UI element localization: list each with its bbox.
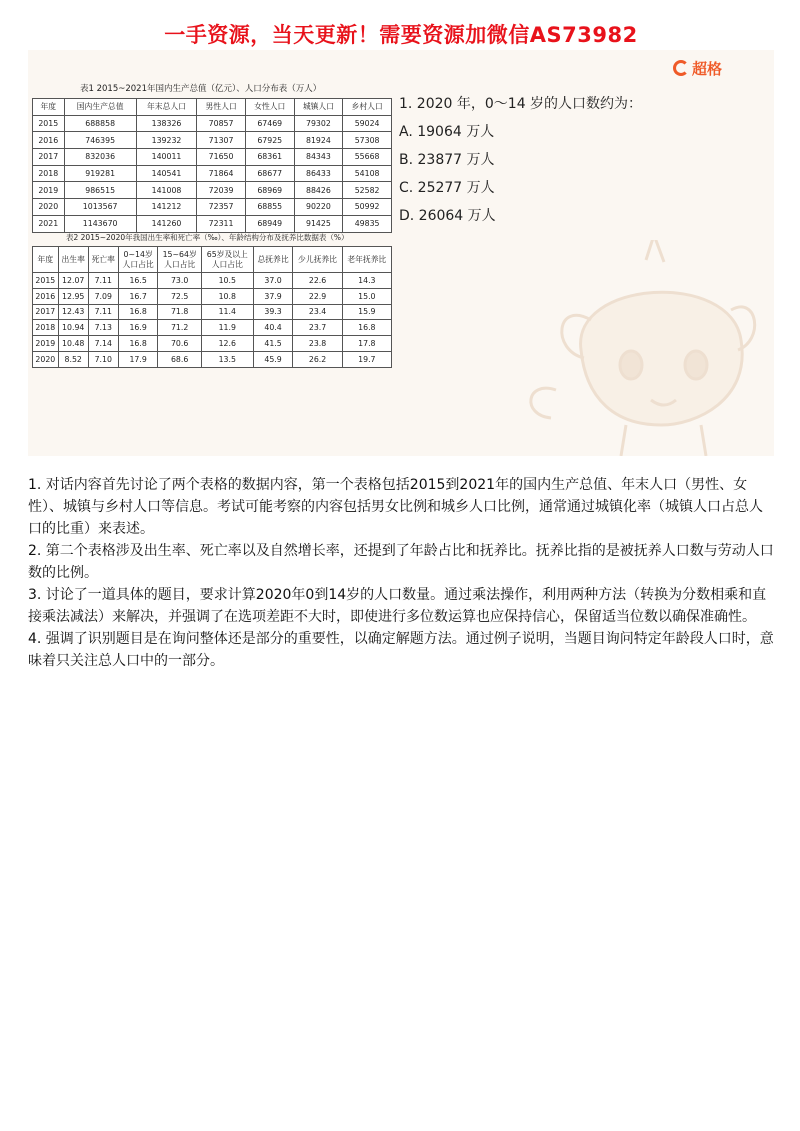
table-cell: 23.7 [293,320,342,336]
table-cell: 23.8 [293,336,342,352]
table-row [33,288,392,304]
table-cell: 140541 [136,165,196,182]
table-cell: 45.9 [253,351,293,367]
table-cell: 41.5 [253,336,293,352]
table-row [33,215,392,232]
table-header-cell: 0~14岁 人口占比 [118,247,158,273]
table-cell: 2018 [33,165,65,182]
table-row [33,115,392,132]
note-item: 4. 强调了识别题目是在询问整体还是部分的重要性，以确定解题方法。通过例子说明，当题目询问特定年龄段人口时，意味着只关注总人口中的一部分。 [28,631,774,669]
table-cell: 50992 [343,199,392,216]
table-cell: 1013567 [64,199,136,216]
lecture-slide [28,20,774,456]
table-cell: 7.11 [88,273,118,289]
table-cell: 88426 [294,182,343,199]
unicorn-mascot-icon [496,240,766,456]
table-cell: 139232 [136,132,196,149]
table-cell: 17.9 [118,351,158,367]
table-row [33,304,392,320]
table-cell: 919281 [64,165,136,182]
table-header-cell: 国内生产总值 [64,99,136,116]
table-cell: 22.9 [293,288,342,304]
table-cell: 71.2 [158,320,201,336]
table-cell: 2019 [33,336,59,352]
table-cell: 23.4 [293,304,342,320]
note-item: 1. 对话内容首先讨论了两个表格的数据内容，第一个表格包括2015到2021年的国内生产总值、年末人口（男性、女性）、城镇与乡村人口等信息。考试可能考察的内容包括男女比例和城乡人口比例，通常通过城镇化率（城镇人口占总人口的比重）来表述。 [28,477,763,537]
table-cell: 72311 [197,215,246,232]
table-cell: 68361 [245,149,294,166]
table-cell: 10.94 [58,320,88,336]
table-header-cell: 男性人口 [197,99,246,116]
table-cell: 71864 [197,165,246,182]
table-header-cell: 总抚养比 [253,247,293,273]
option-c: C. 25277 万人 [399,180,495,196]
question-text: 1. 2020 年，0～14 岁的人口数约为： [399,96,643,112]
table-cell: 2016 [33,132,65,149]
table-cell: 2016 [33,288,59,304]
table-cell: 141260 [136,215,196,232]
promo-banner: 一手资源，当天更新！需要资源加微信AS73982 [28,20,774,50]
table-cell: 79302 [294,115,343,132]
table-cell: 746395 [64,132,136,149]
table-header-cell: 年度 [33,99,65,116]
table-cell: 72039 [197,182,246,199]
table-cell: 84343 [294,149,343,166]
table-cell: 16.5 [118,273,158,289]
table1-caption: 表1 2015~2021年国内生产总值（亿元）、人口分布表（万人） [80,84,322,94]
table-cell: 2021 [33,215,65,232]
table-header-cell: 乡村人口 [343,99,392,116]
table-row [33,165,392,182]
table-cell: 68.6 [158,351,201,367]
table-cell: 14.3 [342,273,391,289]
note-item: 2. 第二个表格涉及出生率、死亡率以及自然增长率，还提到了年龄占比和抚养比。抚养比指的是被抚养人口数与劳动人口数的比例。 [28,543,774,581]
table-header-cell: 年度 [33,247,59,273]
table-cell: 11.4 [201,304,253,320]
table-cell: 68855 [245,199,294,216]
table-cell: 39.3 [253,304,293,320]
table-row [33,336,392,352]
table-cell: 2018 [33,320,59,336]
table-cell: 7.10 [88,351,118,367]
table-cell: 15.9 [342,304,391,320]
table-cell: 91425 [294,215,343,232]
brand-name: 超格 [691,59,722,78]
table-cell: 70.6 [158,336,201,352]
table-cell: 1143670 [64,215,136,232]
table-cell: 11.9 [201,320,253,336]
gdp-population-table [32,98,392,233]
table-cell: 2017 [33,304,59,320]
table-cell: 12.95 [58,288,88,304]
table-cell: 17.8 [342,336,391,352]
table-cell: 16.8 [118,304,158,320]
table-cell: 72.5 [158,288,201,304]
table-header-cell: 65岁及以上 人口占比 [201,247,253,273]
table-cell: 7.13 [88,320,118,336]
table-cell: 8.52 [58,351,88,367]
table-cell: 12.43 [58,304,88,320]
table-cell: 90220 [294,199,343,216]
table-cell: 2015 [33,115,65,132]
table-cell: 26.2 [293,351,342,367]
table-cell: 7.09 [88,288,118,304]
table-cell: 141212 [136,199,196,216]
table-row [33,320,392,336]
table-cell: 140011 [136,149,196,166]
table-cell: 71.8 [158,304,201,320]
table-cell: 71650 [197,149,246,166]
table-cell: 49835 [343,215,392,232]
note-item: 3. 讨论了一道具体的题目，要求计算2020年0到14岁的人口数量。通过乘法操作，利用两种方法（转换为分数相乘和直接乘法减法）来解决，并强调了在选项差距不大时，即使进行多位数运算也应保持信心，保留适当位数以确保准确性。 [28,587,767,625]
table-cell: 138326 [136,115,196,132]
table-cell: 59024 [343,115,392,132]
table-row [33,199,392,216]
table-row [33,351,392,367]
brand-logo-icon [673,60,689,76]
table-row [33,182,392,199]
table-cell: 54108 [343,165,392,182]
table-cell: 68949 [245,215,294,232]
table2-caption: 表2 2015~2020年我国出生率和死亡率（‰）、年龄结构分布及抚养比数据表（%） [66,233,349,242]
table-cell: 2015 [33,273,59,289]
table-row [33,273,392,289]
table-cell: 2020 [33,351,59,367]
birth-age-dependency-table [32,246,392,368]
table-cell: 57308 [343,132,392,149]
table-cell: 67469 [245,115,294,132]
table-cell: 37.0 [253,273,293,289]
table-cell: 986515 [64,182,136,199]
summary-notes [28,474,774,672]
table-cell: 68969 [245,182,294,199]
table-cell: 16.8 [118,336,158,352]
table-cell: 40.4 [253,320,293,336]
table-cell: 68677 [245,165,294,182]
table-cell: 16.7 [118,288,158,304]
table-cell: 832036 [64,149,136,166]
table-cell: 71307 [197,132,246,149]
question-block [399,90,642,230]
option-b: B. 23877 万人 [399,152,495,168]
brand-logo [673,57,722,79]
table-cell: 12.07 [58,273,88,289]
table-header-cell: 死亡率 [88,247,118,273]
option-d: D. 26064 万人 [399,208,496,224]
table-cell: 13.5 [201,351,253,367]
table-header-cell: 15~64岁 人口占比 [158,247,201,273]
table-cell: 86433 [294,165,343,182]
table-cell: 55668 [343,149,392,166]
table-cell: 12.6 [201,336,253,352]
table-cell: 67925 [245,132,294,149]
table-cell: 52582 [343,182,392,199]
table-cell: 141008 [136,182,196,199]
table-cell: 7.11 [88,304,118,320]
option-a: A. 19064 万人 [399,124,495,140]
table-row [33,132,392,149]
table-cell: 15.0 [342,288,391,304]
table-cell: 2019 [33,182,65,199]
table-header-cell: 出生率 [58,247,88,273]
table-cell: 37.9 [253,288,293,304]
table-cell: 22.6 [293,273,342,289]
table-cell: 7.14 [88,336,118,352]
table-cell: 10.8 [201,288,253,304]
table-cell: 81924 [294,132,343,149]
table-header-cell: 城镇人口 [294,99,343,116]
table-cell: 73.0 [158,273,201,289]
table-header-cell: 女性人口 [245,99,294,116]
table-cell: 16.8 [342,320,391,336]
table-header-cell: 年末总人口 [136,99,196,116]
table-cell: 72357 [197,199,246,216]
table-cell: 2020 [33,199,65,216]
table-cell: 10.5 [201,273,253,289]
table-header-cell: 少儿抚养比 [293,247,342,273]
table-cell: 70857 [197,115,246,132]
table-cell: 2017 [33,149,65,166]
table-cell: 19.7 [342,351,391,367]
table-cell: 688858 [64,115,136,132]
table-cell: 10.48 [58,336,88,352]
table-cell: 16.9 [118,320,158,336]
table-row [33,149,392,166]
table-header-cell: 老年抚养比 [342,247,391,273]
